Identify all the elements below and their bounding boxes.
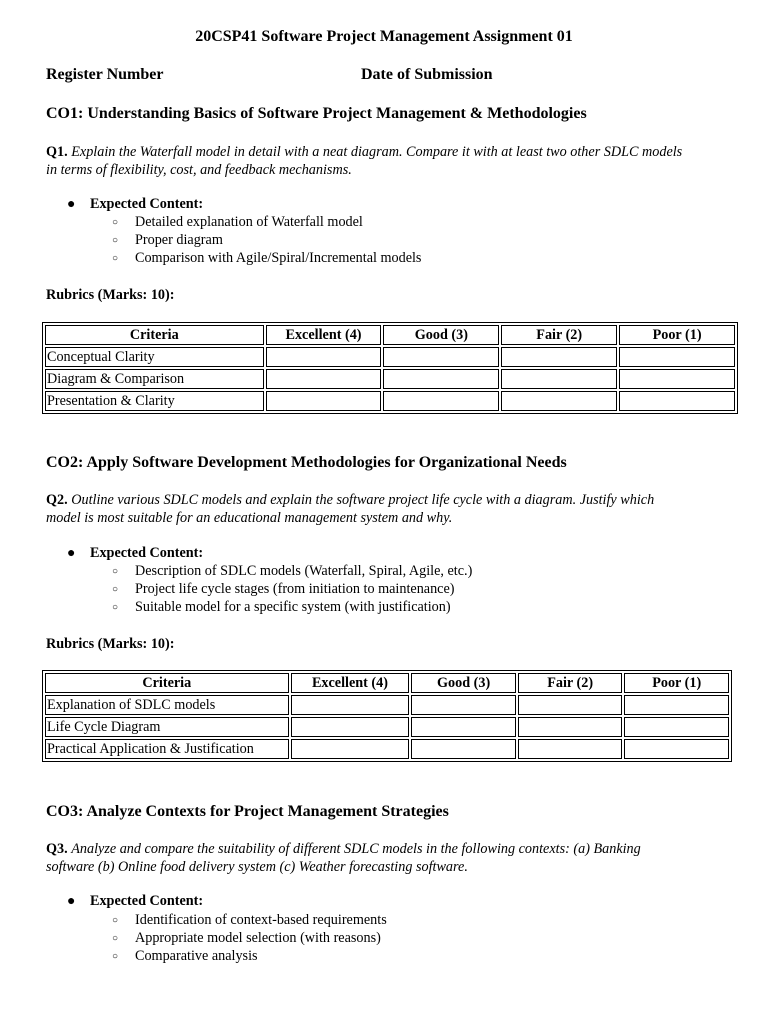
header-criteria: Criteria [45,673,289,693]
expected-label: Expected Content: [90,196,204,212]
header-poor: Poor (1) [619,325,735,345]
circle-bullet-icon: ○ [112,217,119,228]
co1-rubrics-label: Rubrics (Marks: 10): [46,287,175,303]
score-cell [619,369,735,389]
q3-line1: Analyze and compare the suitability of different SDLC models in the following contexts: (a) Banking [71,841,641,857]
co2-heading: CO2: Apply Software Development Methodologies for Organizational Needs [46,454,567,471]
header-good: Good (3) [411,673,516,693]
q1-line2: in terms of flexibility, cost, and feedback mechanisms. [46,162,352,178]
circle-bullet-icon: ○ [112,915,119,926]
co1-rubric-table [42,322,738,414]
table-header-row [45,673,729,693]
criteria-cell: Presentation & Clarity [45,391,264,411]
header-fair: Fair (2) [518,673,623,693]
score-cell [518,695,623,715]
co2-list-item: ○ Suitable model for a specific system (with justification) [112,599,451,615]
table-row [45,391,735,411]
co3-list-item: ○ Identification of context-based requirements [112,912,387,928]
co1-expected-content [67,196,203,213]
table-row [45,347,735,367]
score-cell [291,717,410,737]
circle-bullet-icon: ○ [112,584,119,595]
criteria-cell: Conceptual Clarity [45,347,264,367]
q3-label: Q3. [46,841,68,857]
score-cell [266,347,382,367]
criteria-cell: Diagram & Comparison [45,369,264,389]
score-cell [624,695,729,715]
table-row [45,717,729,737]
q2-label: Q2. [46,492,68,508]
circle-bullet-icon: ○ [112,602,119,613]
table-row [45,369,735,389]
co3-heading: CO3: Analyze Contexts for Project Management Strategies [46,803,449,820]
circle-bullet-icon: ○ [112,933,119,944]
circle-bullet-icon: ○ [112,235,119,246]
document-title: 20CSP41 Software Project Management Assignment 01 [195,28,573,45]
q1-line1: Explain the Waterfall model in detail with a neat diagram. Compare it with at least two other SDLC models [71,144,683,160]
bullet-icon: ● [67,546,76,561]
q1-label: Q1. [46,144,68,160]
header-excellent: Excellent (4) [266,325,382,345]
score-cell [501,347,617,367]
header-poor: Poor (1) [624,673,729,693]
score-cell [291,695,410,715]
register-number-label: Register Number [46,66,164,83]
co2-list-item: ○ Project life cycle stages (from initiation to maintenance) [112,581,455,597]
co2-rubric-table [42,670,732,762]
score-cell [518,717,623,737]
table-row [45,739,729,759]
score-cell [501,369,617,389]
score-cell [383,347,499,367]
co2-expected-content [67,545,203,562]
score-cell [411,739,516,759]
q3-line2: software (b) Online food delivery system (c) Weather forecasting software. [46,859,468,875]
score-cell [518,739,623,759]
header-criteria: Criteria [45,325,264,345]
co3-list-item: ○ Appropriate model selection (with reasons) [112,930,381,946]
co1-list-item: ○ Comparison with Agile/Spiral/Incremental models [112,250,422,266]
score-cell [383,391,499,411]
header-good: Good (3) [383,325,499,345]
score-cell [619,347,735,367]
q1-text [46,143,736,179]
co1-heading: CO1: Understanding Basics of Software Project Management & Methodologies [46,105,587,122]
q2-text [46,491,736,527]
co1-list-item: ○ Proper diagram [112,232,223,248]
score-cell [383,369,499,389]
criteria-cell: Life Cycle Diagram [45,717,289,737]
q2-line1: Outline various SDLC models and explain the software project life cycle with a diagram. Justify which [71,492,655,508]
co2-rubrics-label: Rubrics (Marks: 10): [46,636,175,652]
table-row [45,695,729,715]
score-cell [266,391,382,411]
co1-list-item: ○ Detailed explanation of Waterfall model [112,214,363,230]
score-cell [411,717,516,737]
bullet-icon: ● [67,197,76,212]
circle-bullet-icon: ○ [112,951,119,962]
score-cell [291,739,410,759]
expected-label: Expected Content: [90,545,204,561]
criteria-cell: Explanation of SDLC models [45,695,289,715]
score-cell [411,695,516,715]
header-fair: Fair (2) [501,325,617,345]
score-cell [624,717,729,737]
score-cell [624,739,729,759]
score-cell [266,369,382,389]
score-cell [501,391,617,411]
co2-list-item: ○ Description of SDLC models (Waterfall, Spiral, Agile, etc.) [112,563,473,579]
bullet-icon: ● [67,894,76,909]
circle-bullet-icon: ○ [112,253,119,264]
q3-text [46,840,736,876]
date-of-submission-label: Date of Submission [361,66,493,83]
header-excellent: Excellent (4) [291,673,410,693]
criteria-cell: Practical Application & Justification [45,739,289,759]
co3-list-item: ○ Comparative analysis [112,948,258,964]
circle-bullet-icon: ○ [112,566,119,577]
score-cell [619,391,735,411]
expected-label: Expected Content: [90,893,204,909]
table-header-row [45,325,735,345]
co3-expected-content [67,893,203,910]
q2-line2: model is most suitable for an educational management system and why. [46,510,453,526]
